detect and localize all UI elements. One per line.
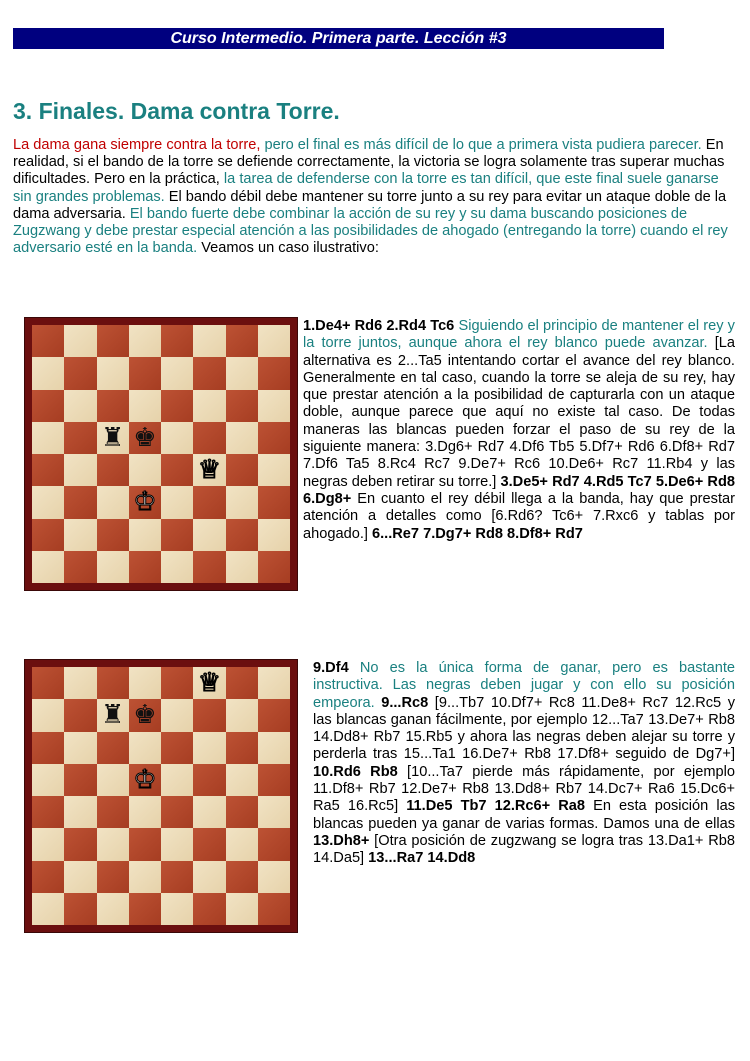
square-h6 (258, 390, 290, 422)
intro-paragraph (13, 137, 735, 257)
square-e2 (161, 861, 193, 893)
text2-segment: [10...Ta7 pierde más rápidamente, por ejemplo 11.Df8+ Rb7 12.De7+ Rb8 13.Dd8+ Rb7 14.Dc7+ Ra6 15.Dc6+ Ra5 16.Rc5] (313, 763, 736, 815)
square-c3 (97, 828, 129, 860)
section-heading: 3. Finales. Dama contra Torre. (13, 98, 340, 124)
intro-segment: la tarea de defenderse con la torre es tan difícil, que este final suele ganarse sin grandes problemas. (13, 171, 719, 205)
square-c2 (97, 519, 129, 551)
square-b5 (64, 764, 96, 796)
square-g6 (226, 390, 258, 422)
square-b7 (64, 357, 96, 389)
square-b1 (64, 551, 96, 583)
square-e5 (161, 422, 193, 454)
square-h2 (258, 861, 290, 893)
square-d2 (129, 861, 161, 893)
square-b3 (64, 486, 96, 518)
square-c6 (97, 390, 129, 422)
square-e4 (161, 796, 193, 828)
text2-segment: 9...Rc8 (374, 694, 429, 711)
square-h2 (258, 519, 290, 551)
square-a8 (32, 667, 64, 699)
square-g7 (226, 699, 258, 731)
text2-segment: No es la única forma de ganar, pero es bastante instructiva. Las negras deben jugar y con ello su posición empeora. (313, 660, 735, 711)
square-h6 (258, 732, 290, 764)
white-queen-icon: ♕ (197, 668, 222, 699)
square-d2 (129, 519, 161, 551)
square-e6 (161, 390, 193, 422)
square-a6 (32, 732, 64, 764)
square-f7 (193, 699, 225, 731)
square-a3 (32, 486, 64, 518)
square-e3 (161, 486, 193, 518)
square-a8 (32, 325, 64, 357)
text2-segment: 9.Df4 (313, 660, 349, 676)
square-c7 (97, 357, 129, 389)
square-d6 (129, 390, 161, 422)
text1-segment: 3.De5+ Rd7 4.Rd5 Tc7 5.De6+ Rd8 6.Dg8+ (303, 473, 736, 507)
text1-segment: [La alternativa es 2...Ta5 intentando cortar el avance del rey blanco. Generalmente en tal caso, cuando la torre se aleja de su rey, hay que prestar atención a la posibilidad de capturarla con un ataque doble, aunque parece que aquí no existe tal caso. De todas maneras las blancas pueden forzar el paso de su rey de la siguiente manera: 3.Dg6+ Rd7 4.Df6 Tb5 5.Df7+ Rd6 6.Df8+ Rd7 7.Df6 Ta5 8.Rc4 Rc7 9.De7+ Rc6 10.De6+ Rc7 11.Rb4 y las negras deben retirar su torre.] (303, 335, 736, 490)
square-a7 (32, 357, 64, 389)
square-h8 (258, 325, 290, 357)
square-h1 (258, 893, 290, 925)
square-f5 (193, 422, 225, 454)
square-b2 (64, 861, 96, 893)
square-g4 (226, 454, 258, 486)
square-f6 (193, 732, 225, 764)
text2-segment: 10.Rd6 Rb8 (313, 763, 398, 780)
intro-segment: El bando débil debe mantener su torre junto a su rey para evitar un ataque doble de la dama adversaria. (13, 188, 727, 222)
square-a4 (32, 454, 64, 486)
black-king-icon: ♚ (133, 422, 157, 453)
square-g1 (226, 893, 258, 925)
square-f8 (193, 325, 225, 357)
square-b4 (64, 796, 96, 828)
square-g7 (226, 357, 258, 389)
square-h1 (258, 551, 290, 583)
intro-segment: Veamos un caso ilustrativo: (197, 240, 379, 257)
text2-segment: [Otra posición de zugzwang se logra tras 13.Da1+ Rb8 14.Da5] (313, 832, 735, 867)
square-f3 (193, 828, 225, 860)
square-a2 (32, 519, 64, 551)
square-a3 (32, 828, 64, 860)
text1-segment: 1.De4+ Rd6 2.Rd4 Tc6 (303, 318, 455, 334)
square-a2 (32, 861, 64, 893)
text1-segment: En cuanto el rey débil llega a la banda, hay que prestar atención a detalles como [6.Rd6? Tc6+ 7.Rxc6 y tablas por ahogado.] (303, 490, 735, 542)
lesson-banner: Curso Intermedio. Primera parte. Lección #3 (13, 28, 664, 49)
square-c4 (97, 796, 129, 828)
intro-segment: La dama gana siempre contra la torre, (13, 137, 261, 153)
square-e1 (161, 893, 193, 925)
square-d4 (129, 796, 161, 828)
square-f1 (193, 551, 225, 583)
square-d4 (129, 454, 161, 486)
square-a1 (32, 893, 64, 925)
square-b7 (64, 699, 96, 731)
square-g3 (226, 828, 258, 860)
square-b5 (64, 422, 96, 454)
square-a5 (32, 764, 64, 796)
square-d3 (129, 828, 161, 860)
square-b6 (64, 732, 96, 764)
square-h7 (258, 699, 290, 731)
square-e3 (161, 828, 193, 860)
moves-text-2 (313, 660, 735, 868)
square-h5 (258, 764, 290, 796)
square-b2 (64, 519, 96, 551)
square-e8 (161, 325, 193, 357)
square-c6 (97, 732, 129, 764)
square-b1 (64, 893, 96, 925)
square-f7 (193, 357, 225, 389)
white-king-icon: ♔ (133, 487, 157, 518)
square-g8 (226, 325, 258, 357)
square-h8 (258, 667, 290, 699)
square-d1 (129, 893, 161, 925)
square-f4 (193, 454, 225, 486)
white-king-icon: ♔ (133, 764, 157, 795)
text2-segment: 13...Ra7 14.Dd8 (364, 850, 476, 867)
square-c5 (97, 764, 129, 796)
square-g4 (226, 796, 258, 828)
chess-diagram-2 (25, 660, 297, 932)
square-d8 (129, 667, 161, 699)
white-queen-icon: ♕ (197, 455, 222, 486)
square-h3 (258, 828, 290, 860)
square-f2 (193, 519, 225, 551)
square-g3 (226, 486, 258, 518)
square-c3 (97, 486, 129, 518)
square-d7 (129, 699, 161, 731)
square-h4 (258, 454, 290, 486)
square-d1 (129, 551, 161, 583)
square-b8 (64, 325, 96, 357)
square-g2 (226, 861, 258, 893)
text1-segment: Siguiendo el principio de mantener el rey y la torre juntos, aunque ahora el rey blanco puede avanzar. (303, 318, 735, 352)
text2-segment: [9...Tb7 10.Df7+ Rc8 11.De8+ Rc7 12.Rc5 y las blancas ganan fácilmente, por ejemplo 12...Ta7 13.De7+ Rb8 14.Dd8+ Rb7 15.Rb5 y ahora las negras deben alejar su torre y perderla tras 15...Ta1 16.De7+ Rb8 17.Df8+ seguido de Dg7+] (313, 694, 736, 763)
square-e7 (161, 357, 193, 389)
square-f8 (193, 667, 225, 699)
square-e5 (161, 764, 193, 796)
square-g1 (226, 551, 258, 583)
square-b3 (64, 828, 96, 860)
square-e8 (161, 667, 193, 699)
intro-segment: El bando fuerte debe combinar la acción de su rey y su dama buscando posiciones de Zugzwang y debe prestar especial atención a las posibilidades de ahogado (entregando la torre) cuando el rey adversario esté en la banda. (13, 205, 728, 257)
intro-segment: En realidad, si el bando de la torre se defiende correctamente, la victoria se logra solamente tras superar muchas dificultades. Pero en la práctica, (13, 137, 725, 188)
square-g5 (226, 422, 258, 454)
square-h5 (258, 422, 290, 454)
square-h3 (258, 486, 290, 518)
square-a5 (32, 422, 64, 454)
text2-segment: 11.De5 Tb7 12.Rc6+ Ra8 (398, 798, 586, 815)
square-d6 (129, 732, 161, 764)
square-e2 (161, 519, 193, 551)
intro-segment: pero el final es más difícil de lo que a primera vista pudiera parecer. (260, 137, 702, 153)
square-b4 (64, 454, 96, 486)
square-b8 (64, 667, 96, 699)
square-g5 (226, 764, 258, 796)
square-e7 (161, 699, 193, 731)
square-c8 (97, 325, 129, 357)
square-d5 (129, 764, 161, 796)
square-b6 (64, 390, 96, 422)
square-f4 (193, 796, 225, 828)
square-e1 (161, 551, 193, 583)
square-a6 (32, 390, 64, 422)
text2-segment: 13.Dh8+ (313, 832, 370, 849)
square-c5 (97, 422, 129, 454)
square-g8 (226, 667, 258, 699)
square-c4 (97, 454, 129, 486)
square-g2 (226, 519, 258, 551)
square-c2 (97, 861, 129, 893)
text1-segment: 6...Re7 7.Dg7+ Rd8 8.Df8+ Rd7 (367, 525, 583, 542)
square-f6 (193, 390, 225, 422)
square-g6 (226, 732, 258, 764)
square-d3 (129, 486, 161, 518)
square-a1 (32, 551, 64, 583)
square-e6 (161, 732, 193, 764)
square-c7 (97, 699, 129, 731)
square-e4 (161, 454, 193, 486)
square-f5 (193, 764, 225, 796)
square-d5 (129, 422, 161, 454)
square-c8 (97, 667, 129, 699)
black-king-icon: ♚ (133, 700, 157, 731)
square-d8 (129, 325, 161, 357)
square-f3 (193, 486, 225, 518)
text2-segment: En esta posición las blancas pueden ya ganar de varias formas. Damos una de ellas (313, 798, 735, 832)
black-rook-icon: ♜ (100, 700, 125, 731)
square-c1 (97, 893, 129, 925)
square-a7 (32, 699, 64, 731)
chess-diagram-1 (25, 318, 297, 590)
square-a4 (32, 796, 64, 828)
square-f2 (193, 861, 225, 893)
moves-text-1 (303, 318, 735, 543)
square-d7 (129, 357, 161, 389)
square-c1 (97, 551, 129, 583)
square-h4 (258, 796, 290, 828)
square-h7 (258, 357, 290, 389)
square-f1 (193, 893, 225, 925)
black-rook-icon: ♜ (100, 422, 125, 453)
